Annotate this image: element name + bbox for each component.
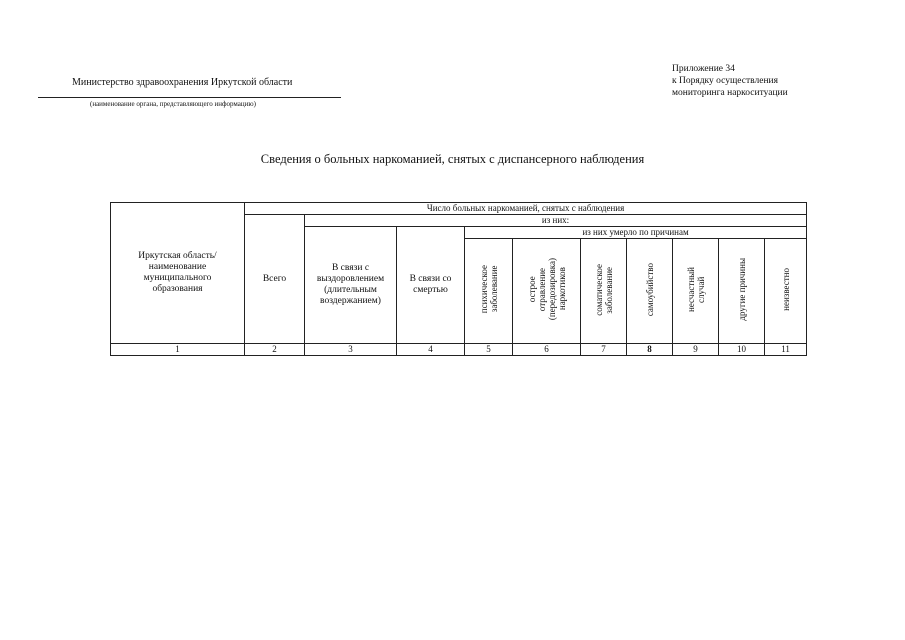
column-number-7: 7 <box>581 344 627 356</box>
column-number-3: 3 <box>305 344 397 356</box>
column-number-2: 2 <box>245 344 305 356</box>
column-number-8: 8 <box>627 344 673 356</box>
column-number-10: 10 <box>719 344 765 356</box>
poisoning-header: острое отравление (передозировка) наркотиков <box>513 239 581 344</box>
column-number-6: 6 <box>513 344 581 356</box>
suicide-header: самоубийство <box>627 239 673 344</box>
column-number-1: 1 <box>111 344 245 356</box>
appendix-line-3: мониторинга наркоситуации <box>672 88 788 98</box>
report-table <box>110 202 807 356</box>
appendix-line-1: Приложение 34 <box>672 64 735 74</box>
total-header: Всего <box>245 215 305 344</box>
column-number-9: 9 <box>673 344 719 356</box>
unknown-cause-header: неизвестно <box>765 239 807 344</box>
document-title: Сведения о больных наркоманией, снятых с диспансерного наблюдения <box>260 152 645 166</box>
organization-name: Министерство здравоохранения Иркутской области <box>72 77 293 88</box>
group-header: Число больных наркоманией, снятых с наблюдения <box>245 203 807 215</box>
region-header: Иркутская область/ наименование муниципального образования <box>111 203 245 344</box>
death-header: В связи со смертью <box>397 227 465 344</box>
other-causes-header: другие причины <box>719 239 765 344</box>
appendix-note <box>672 63 788 99</box>
somatic-illness-header: соматическое заболевание <box>581 239 627 344</box>
appendix-line-2: к Порядку осуществления <box>672 76 778 86</box>
organization-underline <box>38 97 341 98</box>
organization-caption: (наименование органа, представляющего информацию) <box>90 100 256 108</box>
column-number-4: 4 <box>397 344 465 356</box>
column-number-5: 5 <box>465 344 513 356</box>
column-number-11: 11 <box>765 344 807 356</box>
accident-header: несчастный случай <box>673 239 719 344</box>
subgroup-header: из них: <box>305 215 807 227</box>
recovery-header: В связи с выздоровлением (длительным воздержанием) <box>305 227 397 344</box>
died-causes-header: из них умерло по причинам <box>465 227 807 239</box>
mental-illness-header: психическое заболевание <box>465 239 513 344</box>
